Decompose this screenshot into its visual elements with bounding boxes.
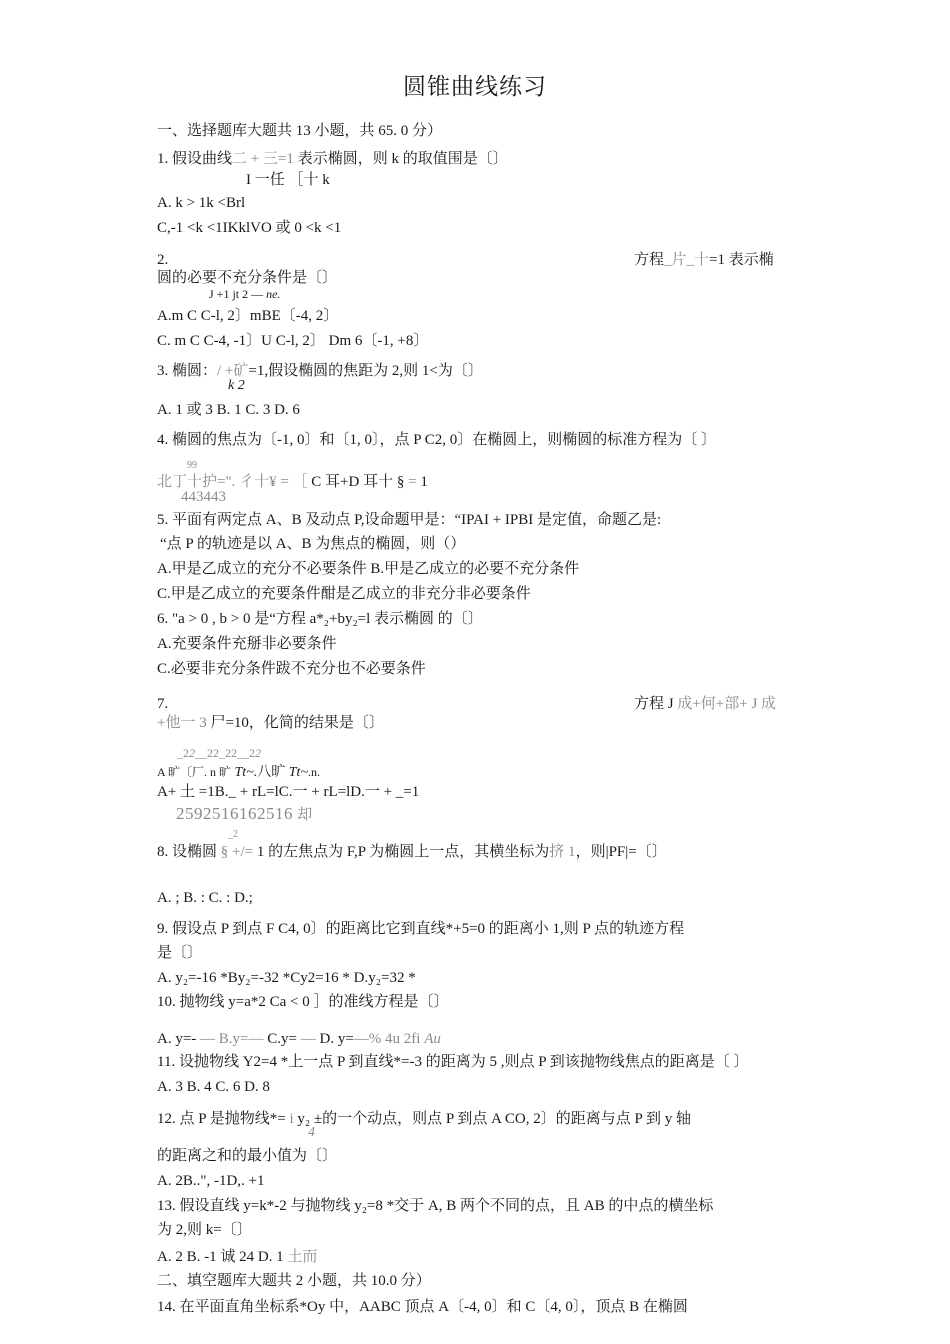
q2-equation: _片_十 <box>664 252 710 268</box>
q4-denominators: 443443 <box>181 489 226 505</box>
question-4: 4. 椭圆的焦点为〔-1, 0〕和〔1, 0〕，点 P C2, 0〕在椭圆上，则椭圆的标准方程为〔 〕 <box>157 432 717 448</box>
q4-options-cd: C 耳+D 耳十 § <box>307 474 409 490</box>
q13-options-text: A. 2 B. -1 诚 24 D. 1 <box>157 1249 288 1265</box>
q7-num-c: __22_22__2 <box>195 746 255 760</box>
q7-stem-right <box>634 695 776 713</box>
q7-num-b: 2 <box>189 746 195 760</box>
page-title: 圆锥曲线练习 <box>403 74 547 99</box>
q8-stem-b: 1 的左焦点为 F,P 为椭圆上一点，其横坐标为 <box>256 844 550 860</box>
q1-fraction-denominators: I 一任 ［十 k <box>246 172 330 188</box>
q7-option-denominators <box>176 804 313 825</box>
q8-stem-a: 8. 设椭圆 <box>157 844 221 860</box>
q9-stem-line2: 是〔〕 <box>157 945 203 961</box>
q2-options-ab: A.m C C-l, 2〕mBE〔-4, 2〕 <box>157 308 339 324</box>
q12-fraction-denominator: 4 <box>308 1125 315 1140</box>
q2-sub-a: J +1 jt 2 — <box>209 287 267 301</box>
q2-fraction-denominators <box>209 287 280 301</box>
q2-options-cd: C. m C C-4, -1〕U C-l, 2〕 Dm 6〔-1, +8〕 <box>157 333 429 349</box>
q7-stem-line2-text: 尸=10，化简的结果是〔〕 <box>210 715 384 731</box>
q4-options-ab: 北丁十护=". 彳十¥ = ［ <box>157 474 308 490</box>
q3-options: A. 1 或 3 B. 1 C. 3 D. 6 <box>157 402 300 418</box>
q9-options: A. y₂=-16 *By₂=-32 *Cy2=16 * D.y₂=32 * <box>157 970 416 986</box>
q7-small-a: A 旷〔厂. n 旷 <box>157 765 232 779</box>
q4-options-eq: = <box>408 474 421 490</box>
q7-number: 7. <box>157 696 169 712</box>
q7-equation: 成+何+部+ J 成 <box>677 696 777 712</box>
question-12 <box>157 1110 691 1128</box>
q7-den-digits: 2592516162516 <box>176 804 293 823</box>
q13-options <box>157 1248 317 1266</box>
q14-stem-line1: 14. 在平面直角坐标系*Oy 中，AABC 顶点 A〔-4, 0〕和 C〔4, 0〕，顶点 B 在椭圆 <box>157 1299 688 1315</box>
q10-opt-d: D. y= <box>315 1031 354 1047</box>
question-6: 6. "a > 0 , b > 0 是“方程 a*₂+by₂=l 表示椭圆 的〔〕 <box>157 611 483 627</box>
q3-fraction-denominator: k 2 <box>228 378 245 393</box>
q7-options: A+ 土 =1B._ + rL=lC.一 + rL=lD.一 + _=1 <box>157 784 420 800</box>
q12-stem-line2: 的距离之和的最小值为〔〕 <box>157 1148 338 1164</box>
q8-stem-c: ，则|PF|=〔〕 <box>575 844 667 860</box>
question-3 <box>157 362 483 380</box>
q12-coef: i <box>289 1111 294 1127</box>
q2-stem-line2: 圆的必要不充分条件是〔〕 <box>157 270 338 286</box>
q8-options: A. ; B. : C. : D.; <box>157 890 253 906</box>
q2-stem-a: 方程 <box>634 252 665 268</box>
q9-stem-line1: 9. 假设点 P 到点 F C4, 0〕的距离比它到直线*+5=0 的距离小 1,则 P 点的轨迹方程 <box>157 921 685 937</box>
q10-options <box>157 1030 441 1048</box>
q12-stem-a: 12. 点 P 是抛物线*= <box>157 1111 290 1127</box>
q8-abscissa: 挤 1 <box>549 844 576 860</box>
q7-stem-line2 <box>157 714 384 732</box>
q10-opt-b: — B.y=— <box>200 1031 264 1047</box>
question-10: 10. 抛物线 y=a*2 Ca < 0 ］的准线方程是〔〕 <box>157 994 449 1010</box>
question-1 <box>157 150 508 168</box>
q7-den-tail: 却 <box>293 807 313 823</box>
q7-small-c: 八旷 <box>257 765 286 780</box>
q13-stem-line1: 13. 假设直线 y=k*-2 与抛物线 y₂=8 *交于 A, B 两个不同的点，且 AB 的中点的横坐标 <box>157 1198 714 1214</box>
q5-stem-line1: 5. 平面有两定点 A、B 及动点 P,设命题甲是：“IPAI + IPBI 是定值，命题乙是: <box>157 512 662 528</box>
question-8 <box>157 843 667 861</box>
q4-numerators: 99 <box>187 460 197 471</box>
q13-stem-line2: 为 2,则 k=〔〕 <box>157 1222 252 1238</box>
q1-stem-b: 表示椭圆，则 k 的取值围是〔〕 <box>293 151 508 167</box>
q10-opt-c: C.y= <box>263 1031 301 1047</box>
q3-equation: / +矿 <box>217 363 249 379</box>
q8-superscript: _2 <box>228 829 238 840</box>
q10-opt-d-tail: Au <box>424 1031 441 1047</box>
q11-options: A. 3 B. 4 C. 6 D. 8 <box>157 1079 270 1095</box>
q1-equation: 二 + 三=1 <box>232 151 294 167</box>
q2-stem-b: =1 表示椭 <box>709 252 774 268</box>
q1-options-ab: A. k > 1k <Brl <box>157 195 246 211</box>
q5-stem-line2: “点 P 的轨迹是以 A、B 为焦点的椭圆，则（） <box>160 536 466 552</box>
q6-options-ab: A.充要条件充掰非必要条件 <box>157 636 337 652</box>
q2-stem-right <box>634 251 774 269</box>
q7-equation-cont: +他一 3 <box>157 715 211 731</box>
q10-opt-c-frac: — <box>300 1031 316 1047</box>
q2-sub-b: ne. <box>266 287 281 301</box>
q7-small-d: Tt~ <box>285 765 309 780</box>
q4-options-end: 1 <box>420 474 428 490</box>
q12-options: A. 2B..", -1D,. +1 <box>157 1173 265 1189</box>
q10-opt-d-frac: —% 4u 2fi <box>353 1031 425 1047</box>
q3-stem-b: =1,假设椭圆的焦距为 2,则 1<为〔〕 <box>248 363 483 379</box>
q8-equation: § +/= <box>220 844 257 860</box>
q1-stem-a: 1. 假设曲线 <box>157 151 233 167</box>
q12-stem-b: y₂ ±的一个动点，则点 P 到点 A CO, 2〕的距离与点 P 到 y 轴 <box>293 1111 692 1127</box>
question-11: 11. 设抛物线 Y2=4 *上一点 P 到直线*=-3 的距离为 5 ,则点 P 到该抛物线焦点的距离是〔 〕 <box>157 1054 749 1070</box>
q7-option-numerators <box>177 746 261 760</box>
q7-num-a: _2 <box>177 746 189 760</box>
q7-small-b: Tt~. <box>231 765 258 780</box>
q10-opt-a: A. y=- <box>157 1031 201 1047</box>
q13-options-tail: 土而 <box>287 1249 318 1265</box>
q6-options-cd: C.必要非充分条件跋不充分也不必要条件 <box>157 661 426 677</box>
q7-option-small <box>157 765 320 780</box>
section-heading-choice: 一、选择题库大题共 13 小题，共 65. 0 分） <box>157 123 443 139</box>
q7-num-d: 2 <box>255 746 261 760</box>
q5-options-ab: A.甲是乙成立的充分不必要条件 B.甲是乙成立的必要不充分条件 <box>157 561 580 577</box>
q1-options-cd: C,-1 <k <1IKklVO 或 0 <k <1 <box>157 220 342 236</box>
q3-stem-a: 3. 椭圆： <box>157 363 218 379</box>
q7-small-e: .n. <box>308 765 321 779</box>
q5-options-cd: C.甲是乙成立的充要条件酣是乙成立的非充分非必要条件 <box>157 586 531 602</box>
q2-number: 2. <box>157 252 169 268</box>
section-heading-fill: 二、填空题库大题共 2 小题，共 10.0 分） <box>157 1273 431 1289</box>
q7-stem-a: 方程 J <box>634 696 678 712</box>
